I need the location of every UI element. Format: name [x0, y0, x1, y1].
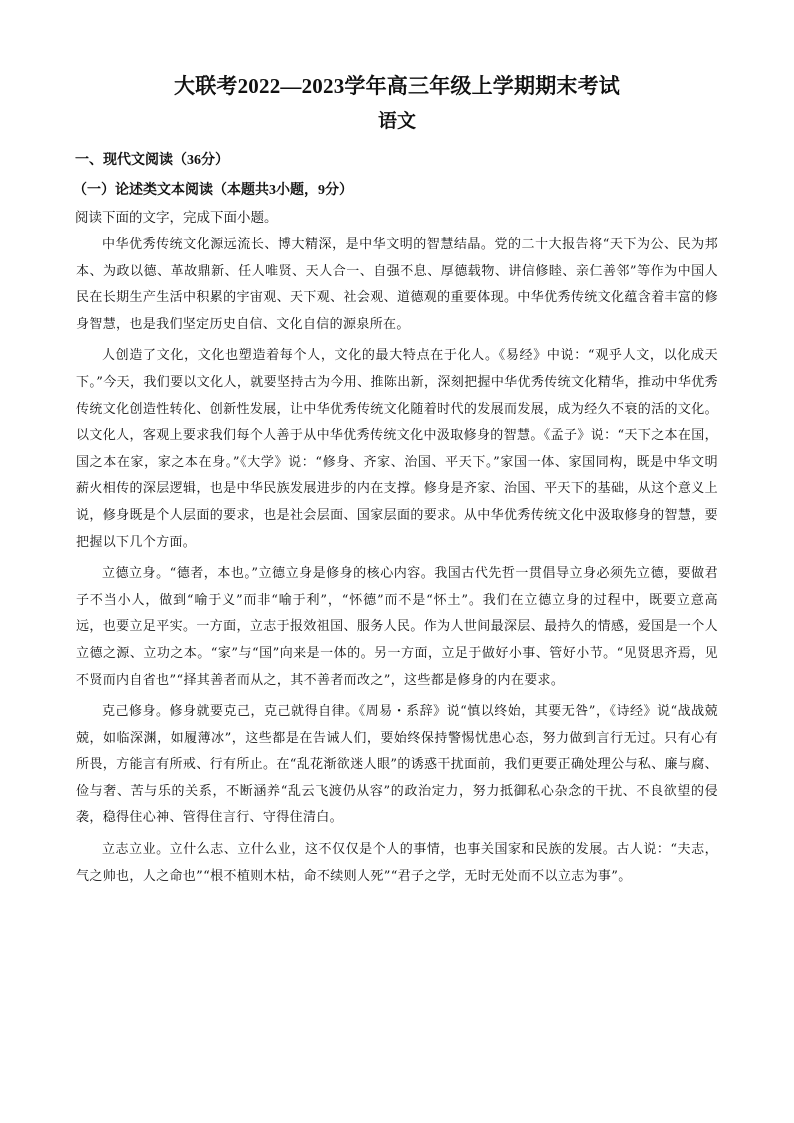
subsection-heading: （一）论述类文本阅读（本题共3小题，9分） — [73, 183, 353, 198]
body-paragraph: 克己修身。修身就要克己，克己就得自律。《周易・系辞》说“慎以终始，其要无咎”，《诗经》说“战战兢兢，如临深渊，如履薄冰”，这些都是在告诫人们，要始终保持警惕忧患心态，努力做到言行无过。只有心有所畏，方能言有所戒、行有所止。在“乱花渐欲迷人眼”的诱惑干扰面前，我们更要正确处理公与私、廉与腐、俭与奢、苦与乐的关系，不断涵养“乱云飞渡仍从容”的政治定力，努力抵御私心杂念的干扰、不良欲望的侵袭，稳得住心神、管得住言行、守得住清白。 — [76, 704, 718, 826]
subject-title: 语文 — [377, 111, 416, 132]
body-paragraph: 人创造了文化，文化也塑造着每个人，文化的最大特点在于化人。《易经》中说：“观乎人文，以化成天下。”今天，我们要以文化人，就要坚持古为今用、推陈出新，深刻把握中华优秀传统文化精华，推动中华优秀传统文化创造性转化、创新性发展，让中华优秀传统文化随着时代的发展而发展，成为经久不衰的活的文化。以文化人，客观上要求我们每个人善于从中华优秀传统文化中汲取修身的智慧。《孟子》说：“天下之本在国，国之本在家，家之本在身。”《大学》说：“修身、齐家、治国、平天下。”家国一体、家国同构，既是中华文明薪火相传的深层逻辑，也是中华民族发展进步的内在支撑。修身是齐家、治国、平天下的基础，从这个意义上说，修身既是个人层面的要求，也是社会层面、国家层面的要求。从中华优秀传统文化中汲取修身的智慧，要把握以下几个方面。 — [76, 348, 718, 550]
body-paragraph: 中华优秀传统文化源远流长、博大精深，是中华文明的智慧结晶。党的二十大报告将“天下为公、民为邦本、为政以德、革故鼎新、任人唯贤、天人合一、自强不息、厚德载物、讲信修睦、亲仁善邻”等作为中国人民在长期生产生活中积累的宇宙观、天下观、社会观、道德观的重要体现。中华优秀传统文化蕴含着丰富的修身智慧，也是我们坚定历史自信、文化自信的源泉所在。 — [76, 237, 718, 332]
body-paragraph: 立德立身。“德者，本也。”立德立身是修身的核心内容。我国古代先哲一贯倡导立身必须先立德，要做君子不当小人，做到“喻于义”而非“喻于利”，“怀德”而不是“怀土”。我们在立德立身的过程中，既要立意高远，也要立足平实。一方面，立志于报效祖国、服务人民。作为人世间最深层、最持久的情感，爱国是一个人立德之源、立功之本。“家”与“国”向来是一体的。另一方面，立足于做好小事、管好小节。“见贤思齐焉，见不贤而内自省也”“择其善者而从之，其不善者而改之”，这些都是修身的内在要求。 — [76, 566, 718, 688]
reading-instruction: 阅读下面的文字，完成下面小题。 — [75, 210, 278, 226]
exam-title: 大联考2022—2023学年高三年级上学期期末考试 — [174, 74, 620, 98]
section-heading: 一、现代文阅读（36分） — [75, 153, 229, 168]
body-paragraph: 立志立业。立什么志、立什么业，这不仅仅是个人的事情，也事关国家和民族的发展。古人说：“夫志，气之帅也，人之命也”“根不植则木枯，命不续则人死”“君子之学，无时无处而不以立志为事”。 — [76, 842, 718, 884]
